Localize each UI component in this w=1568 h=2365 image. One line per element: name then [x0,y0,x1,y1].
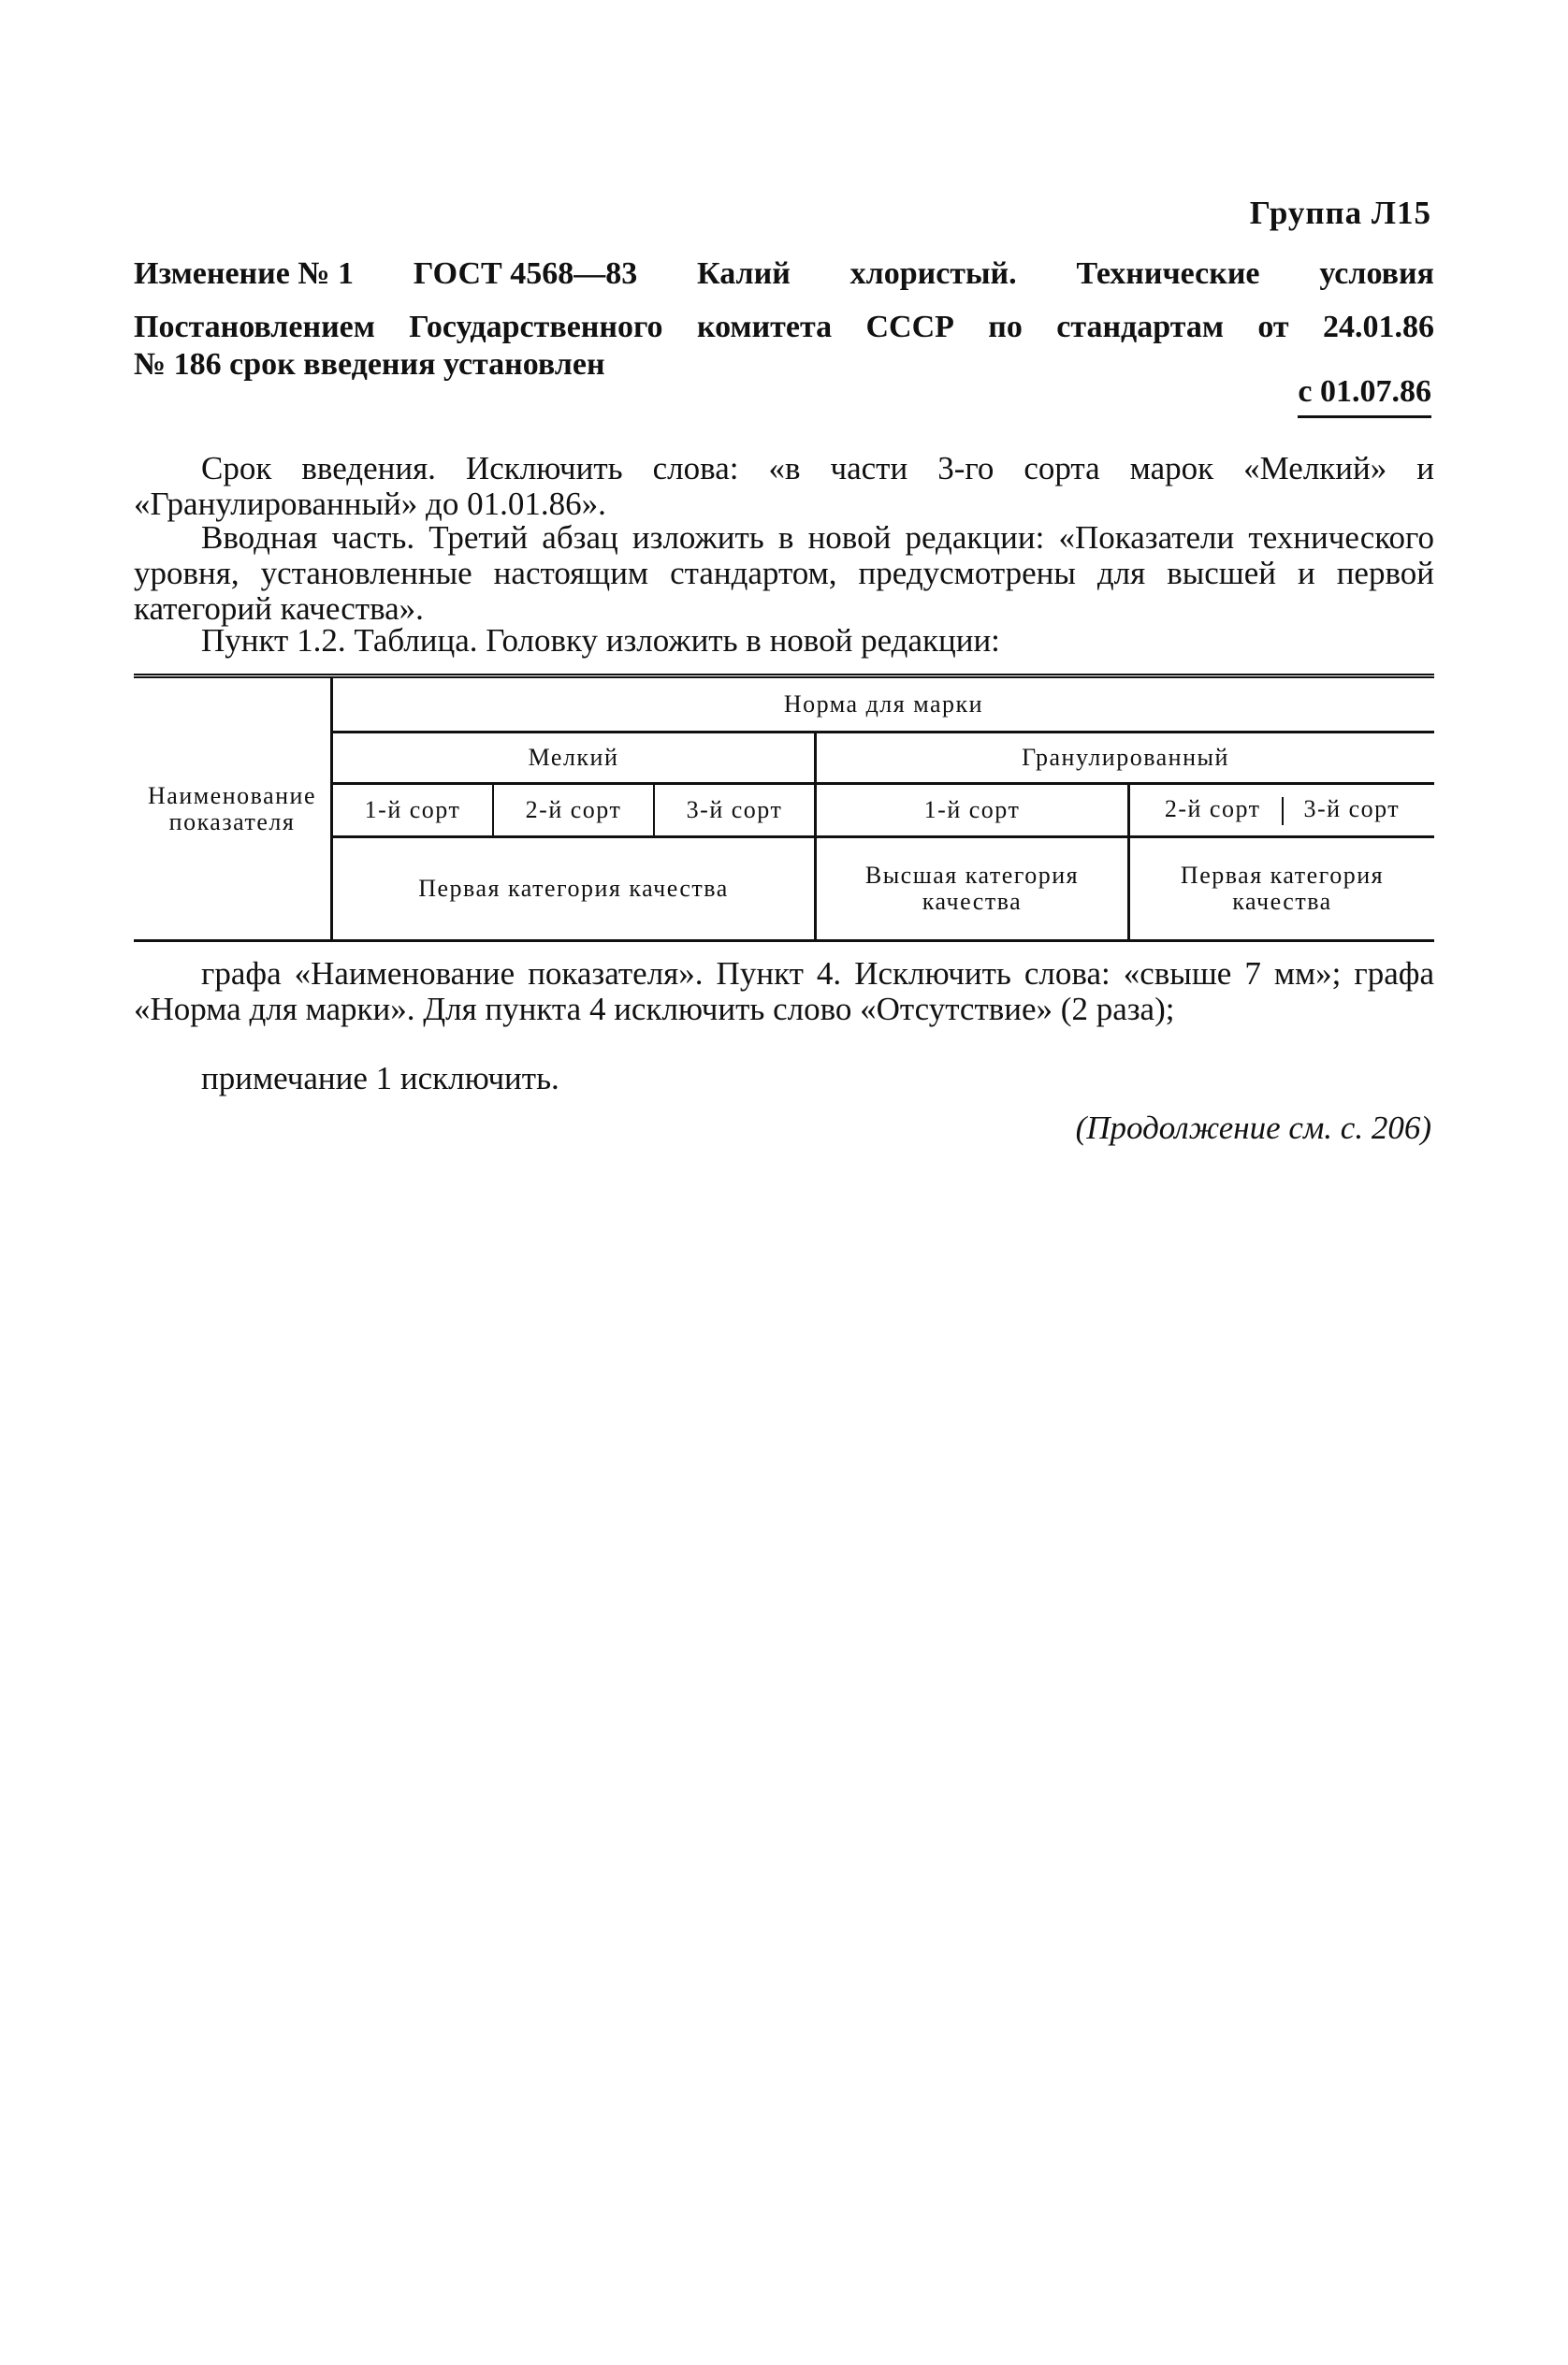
title-part: хлористый. [849,256,1017,291]
decree-word: Постановлением [134,310,375,344]
decree-word: 24.01.86 [1323,310,1434,344]
title-part: Технические [1076,256,1260,291]
grade-cell-pair [1129,784,1435,837]
change-title [134,256,1434,292]
brand-fine-cell: Мелкий [332,733,816,784]
decree-word: комитета [696,310,833,344]
paragraph-note-removal: примечание 1 исключить. [201,1060,559,1096]
decree-word: стандартам [1056,310,1224,344]
group-label: Группа Л15 [1249,195,1431,231]
title-part: Изменение № 1 [134,256,354,291]
title-part: условия [1319,256,1434,291]
decree-word: СССР [865,310,954,344]
continuation-note: (Продолжение см. с. 206) [1075,1110,1431,1146]
paragraph-table-intro: Пункт 1.2. Таблица. Головку изложить в новой редакции: [201,622,1000,659]
indicator-header-cell: Наименование показателя [134,676,332,941]
paragraph-column-changes: графа «Наименование показателя». Пункт 4. Исключить слова: «свыше 7 мм»; графа «Норма для марки». Для пункта 4 исключить слово «Отсутствие» (2 раза); [134,955,1434,1027]
category-cell: Первая категория качества [332,837,816,941]
effective-date: с 01.07.86 [1298,374,1431,418]
decree-word: по [988,310,1023,344]
title-part: Калий [697,256,791,291]
category-cell: Высшая категория качества [816,837,1129,941]
brand-granulated-cell: Гранулированный [816,733,1435,784]
paragraph-introduction: Вводная часть. Третий абзац изложить в новой редакции: «Показатели технического уровня, установленные настоящим стандартом, предусмотрены для высшей и первой категорий качества». [134,519,1434,627]
norm-header-cell: Норма для марки [332,676,1435,733]
title-part: ГОСТ 4568—83 [413,256,638,291]
norm-table [134,674,1434,942]
decree-line: № 186 срок введения установлен [134,347,605,382]
decree-word: Государственного [409,310,663,344]
grade-divider [1282,797,1284,825]
grade-cell: 1-й сорт [816,784,1129,837]
decree-block [134,309,1434,384]
paragraph-effective-term: Срок введения. Исключить слова: «в части 3-го сорта марок «Мелкий» и «Гранулированный» до 01.01.86». [134,450,1434,522]
decree-line [134,309,1434,346]
grade-label: 3-й сорт [1303,794,1401,822]
table-header-block [134,674,1434,942]
grade-cell: 2-й сорт [493,784,654,837]
category-cell: Первая категория качества [1129,837,1435,941]
grade-cell: 3-й сорт [654,784,816,837]
grade-cell: 1-й сорт [332,784,494,837]
grade-label: 2-й сорт [1164,794,1261,822]
decree-word: от [1257,310,1289,344]
